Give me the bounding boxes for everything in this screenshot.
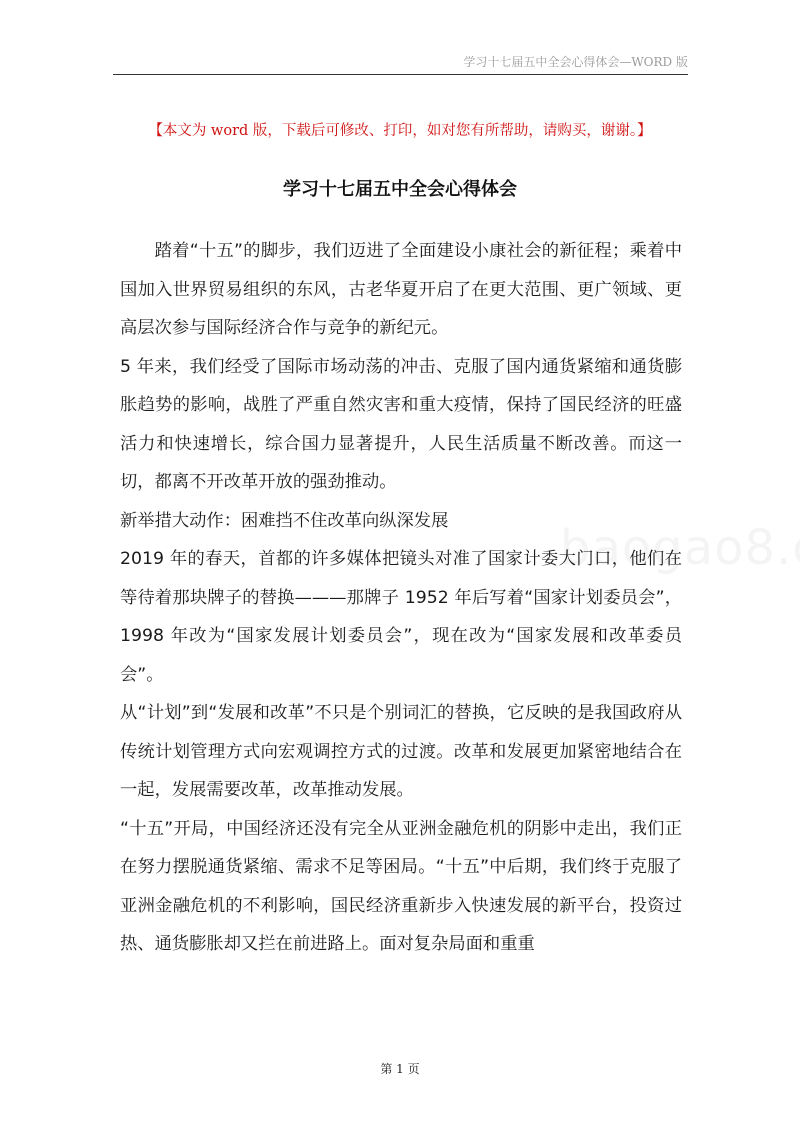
document-body — [120, 232, 682, 964]
section-heading: 新举措大动作：困难挡不住改革向纵深发展 — [120, 510, 449, 531]
paragraph: 从“计划”到“发展和改革”不只是个别词汇的替换，它反映的是我国政府从传统计划管理方式向宏观调控方式的过渡。改革和发展更加紧密地结合在一起，发展需要改革，改革推动发展。 — [120, 703, 682, 800]
paragraph: 踏着“十五”的脚步，我们迈进了全面建设小康社会的新征程；乘着中国加入世界贸易组织的东风，古老华夏开启了在更大范围、更广领域、更高层次参与国际经济合作与竞争的新纪元。 — [120, 241, 682, 338]
header-text: 学习十七届五中全会心得体会—WORD 版 — [463, 55, 688, 69]
page-number: 第 1 页 — [380, 1062, 420, 1076]
document-title: 学习十七届五中全会心得体会 — [283, 179, 517, 200]
paragraph: 5 年来，我们经受了国际市场动荡的冲击、克服了国内通货紧缩和通货膨胀趋势的影响，战胜了严重自然灾害和重大疫情，保持了国民经济的旺盛活力和快速增长，综合国力显著提升，人民生活质量不断改善。而这一切，都离不开改革开放的强劲推动。 — [120, 356, 682, 492]
paragraph: 2019 年的春天，首都的许多媒体把镜头对准了国家计委大门口，他们在等待着那块牌子的替换———那牌子 1952 年后写着“国家计划委员会”，1998 年改为“国家发展计划委员会”，现在改为“国家发展和改革委员会”。 — [120, 549, 682, 685]
paragraph: “十五”开局，中国经济还没有完全从亚洲金融危机的阴影中走出，我们正在努力摆脱通货紧缩、需求不足等困局。“十五”中后期，我们终于克服了亚洲金融危机的不利影响，国民经济重新步入快速发展的新平台，投资过热、通货膨胀却又拦在前进路上。面对复杂局面和重重 — [120, 818, 682, 954]
download-notice: 【本文为 word 版，下载后可修改、打印，如对您有所帮助，请购买，谢谢。】 — [148, 123, 652, 139]
header-rule — [113, 74, 688, 75]
